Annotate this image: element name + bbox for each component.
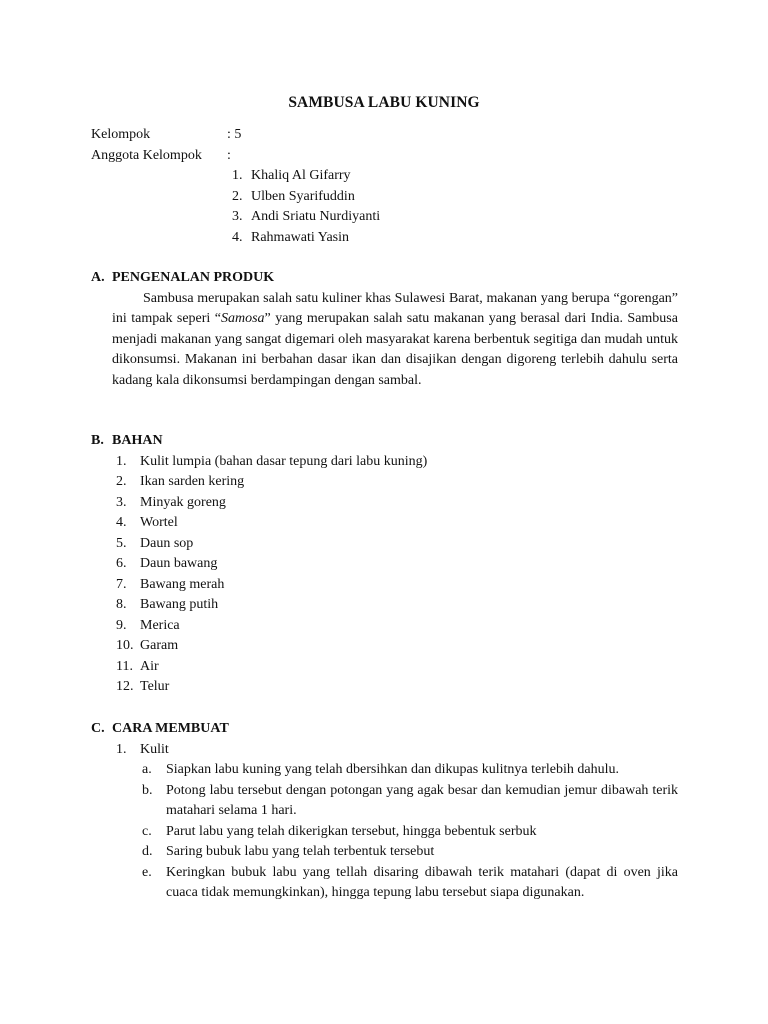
substep-text: Parut labu yang telah dikerigkan tersebut, hingga bebentuk serbuk — [166, 823, 537, 839]
section-method — [91, 719, 678, 904]
item-number: 7. — [116, 576, 127, 592]
section-ingredients — [91, 431, 678, 698]
substep-item — [91, 863, 678, 904]
section-title: CARA MEMBUAT — [112, 721, 229, 736]
item-number: 4. — [116, 515, 127, 530]
item-number: 12. — [116, 679, 134, 694]
step-item — [91, 740, 678, 761]
section-letter: B. — [91, 433, 104, 448]
step-number: 1. — [116, 741, 127, 757]
item-text: Bawang merah — [140, 576, 225, 592]
item-number: 1. — [116, 453, 127, 469]
substep-item — [91, 760, 678, 781]
members-colon: : — [227, 147, 231, 163]
document-title: SAMBUSA LABU KUNING — [288, 94, 480, 111]
item-number: 10. — [116, 638, 134, 653]
section-letter: A. — [91, 270, 105, 285]
member-name: Andi Sriatu Nurdiyanti — [251, 209, 381, 224]
item-number: 2. — [116, 474, 127, 489]
item-number: 8. — [116, 597, 127, 612]
members-label: Anggota Kelompok — [91, 147, 202, 163]
list-item — [91, 657, 678, 678]
list-item — [91, 636, 678, 657]
substep-letter: a. — [142, 762, 152, 777]
section-heading — [91, 719, 678, 740]
substep-letter: d. — [142, 844, 153, 859]
item-text: Garam — [140, 638, 179, 653]
substeps-list — [91, 760, 678, 904]
item-text: Air — [140, 658, 159, 674]
substep-letter: e. — [142, 864, 152, 880]
members-list — [232, 166, 380, 248]
item-number: 6. — [116, 556, 127, 571]
substep-text: Saring bubuk labu yang telah terbentuk tersebut — [166, 844, 435, 859]
item-text: Bawang putih — [140, 597, 219, 612]
section-title: BAHAN — [112, 433, 163, 448]
group-label: Kelompok — [91, 127, 151, 142]
substep-text: Potong labu tersebut dengan potongan yang agak besar dan kemudian jemur dibawah terik matahari selama 1 hari. — [166, 782, 678, 818]
item-number: 3. — [116, 494, 127, 510]
substep-item — [91, 822, 678, 843]
step-title: Kulit — [140, 741, 169, 757]
intro-text-start: Sambusa merupakan salah satu kuliner khas Sulawesi Barat, makanan yang berupa “gorengan” ini tampak seperi “ — [112, 290, 678, 326]
list-item — [91, 534, 678, 555]
member-item — [232, 228, 380, 249]
item-text: Ikan sarden kering — [140, 474, 245, 489]
item-number: 9. — [116, 617, 127, 633]
item-text: Kulit lumpia (bahan dasar tepung dari labu kuning) — [140, 453, 428, 469]
intro-text-end: ” yang merupakan salah satu makanan yang berasal dari India. Sambusa menjadi makanan yang sangat digemari oleh masyarakat karena berbentuk segitiga dan mudah untuk dikonsumsi. Makanan ini berbahan dasar ikan dan disajikan dengan digoreng terlebih dahulu serta kadang kala dikonsumsi berdampingan dengan sambal. — [112, 311, 678, 388]
section-heading — [91, 268, 678, 289]
intro-paragraph — [112, 289, 678, 392]
ingredients-list — [91, 452, 678, 698]
item-number: 11. — [116, 658, 133, 674]
substep-letter: b. — [142, 782, 153, 798]
member-number: 3. — [232, 209, 243, 224]
item-text: Telur — [140, 679, 170, 694]
item-number: 5. — [116, 535, 127, 551]
intro-italic-term: Samosa — [220, 311, 265, 326]
member-number: 4. — [232, 229, 243, 245]
steps-list — [91, 740, 678, 761]
list-item — [91, 616, 678, 637]
section-heading — [91, 431, 678, 452]
member-item — [232, 166, 380, 187]
item-text: Minyak goreng — [140, 494, 226, 510]
group-row — [91, 125, 691, 146]
group-info — [91, 125, 691, 245]
section-product-intro — [91, 268, 678, 391]
member-number: 2. — [232, 188, 243, 204]
section-letter: C. — [91, 721, 105, 736]
item-text: Merica — [140, 617, 180, 633]
list-item — [91, 554, 678, 575]
section-title: PENGENALAN PRODUK — [112, 270, 275, 285]
list-item — [91, 575, 678, 596]
list-item — [91, 452, 678, 473]
group-value: : 5 — [227, 127, 242, 142]
item-text: Daun bawang — [140, 556, 218, 571]
substep-text: Siapkan labu kuning yang telah dbersihkan dan dikupas kulitnya terlebih dahulu. — [166, 762, 619, 777]
list-item — [91, 493, 678, 514]
list-item — [91, 513, 678, 534]
list-item — [91, 595, 678, 616]
member-name: Khaliq Al Gifarry — [251, 168, 351, 183]
members-row — [91, 146, 691, 167]
list-item — [91, 677, 678, 698]
member-name: Rahmawati Yasin — [251, 229, 349, 245]
substep-item — [91, 842, 678, 863]
member-number: 1. — [232, 168, 243, 183]
item-text: Wortel — [140, 515, 178, 530]
substep-item — [91, 781, 678, 822]
item-text: Daun sop — [140, 535, 194, 551]
member-name: Ulben Syarifuddin — [251, 188, 355, 204]
member-item — [232, 207, 380, 228]
member-item — [232, 187, 380, 208]
substep-letter: c. — [142, 823, 152, 839]
list-item — [91, 472, 678, 493]
substep-text: Keringkan bubuk labu yang tellah disaring dibawah terik matahari (dapat di oven jika cuaca tidak memungkinkan), hingga tepung labu tersebut siapa digunakan. — [166, 864, 678, 900]
